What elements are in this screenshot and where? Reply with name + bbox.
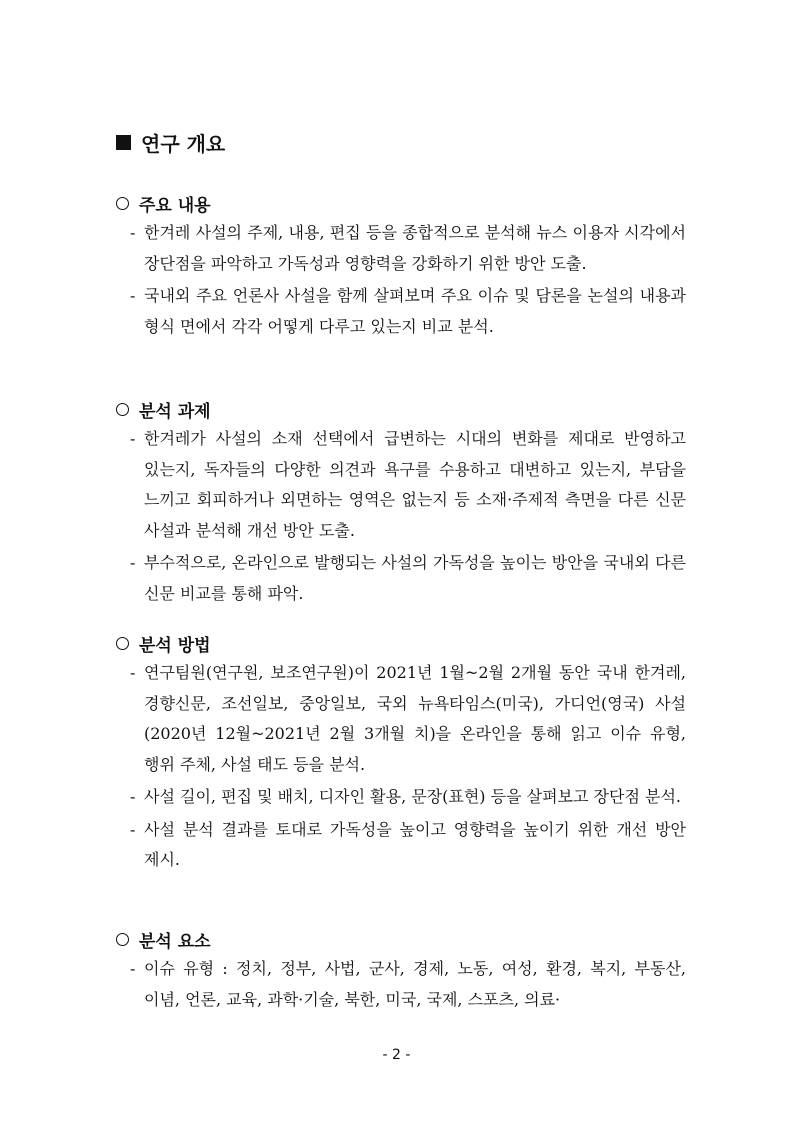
dash-bullet: - xyxy=(130,223,136,242)
circle-icon xyxy=(116,933,129,946)
section-analysis-tasks xyxy=(116,396,686,609)
section-heading-label: 분석 과제 xyxy=(139,401,211,422)
main-heading-title: 연구 개요 xyxy=(141,132,226,156)
section-analysis-elements xyxy=(116,926,686,1015)
dash-bullet: - xyxy=(130,819,136,839)
list-item xyxy=(116,218,686,279)
list-item-text: 이슈 유형 : 정치, 정부, 사법, 군사, 경제, 노동, 여성, 환경, 복지, 부동산, 이념, 언론, 교육, 과학·기술, 북한, 미국, 국제, 스포츠, 의료· xyxy=(144,959,686,1009)
dash-bullet: - xyxy=(130,429,136,448)
dash-bullet: - xyxy=(130,787,136,806)
section-heading xyxy=(116,396,686,422)
list-item-text: 한겨레 사설의 주제, 내용, 편집 등을 종합적으로 분석해 뉴스 이용자 시각에서 장단점을 파악하고 가독성과 영향력을 강화하기 위한 방안 도출. xyxy=(144,223,686,273)
list-item xyxy=(116,424,686,546)
section-heading xyxy=(116,630,686,656)
list-item-text: 사설 분석 결과를 토대로 가독성을 높이고 영향력을 높이기 위한 개선 방안 제시. xyxy=(144,819,686,869)
section-heading-label: 분석 요소 xyxy=(139,931,211,952)
circle-icon xyxy=(116,197,129,210)
section-heading-label: 주요 내용 xyxy=(139,195,211,216)
circle-icon xyxy=(116,403,129,416)
section-heading xyxy=(116,190,686,216)
dash-bullet: - xyxy=(130,663,136,682)
dash-bullet: - xyxy=(130,959,136,978)
page-number: - 2 - xyxy=(382,1047,411,1063)
list-item xyxy=(116,658,686,780)
list-item-text: 부수적으로, 온라인으로 발행되는 사설의 가독성을 높이는 방안을 국내외 다른 신문 비교를 통해 파악. xyxy=(144,553,686,603)
list-item xyxy=(116,782,686,813)
section-heading xyxy=(116,926,686,952)
section-analysis-method xyxy=(116,630,686,876)
list-item-text: 연구팀원(연구원, 보조연구원)이 2021년 1월~2월 2개월 동안 국내 한겨레, 경향신문, 조선일보, 중앙일보, 국외 뉴욕타임스(미국), 가디언(영국) 사설(2020년 12월~2021년 2월 3개월 치)을 온라인을 통해 읽고 이슈 유형, 행위 주체, 사설 태도 등을 분석. xyxy=(144,663,686,774)
list-item xyxy=(116,548,686,609)
list-item xyxy=(116,281,686,342)
main-heading xyxy=(116,128,225,157)
black-square-icon xyxy=(116,135,131,150)
section-main-content xyxy=(116,190,686,342)
section-heading-label: 분석 방법 xyxy=(139,635,211,656)
list-item-text: 사설 길이, 편집 및 배치, 디자인 활용, 문장(표현) 등을 살펴보고 장단점 분석. xyxy=(144,787,681,806)
list-item-text: 한겨레가 사설의 소재 선택에서 급변하는 시대의 변화를 제대로 반영하고 있는지, 독자들의 다양한 의견과 욕구를 수용하고 대변하고 있는지, 부담을 느끼고 회피하거나 외면하는 영역은 없는지 등 소재·주제적 측면을 다른 신문 사설과 분석해 개선 방안 도출. xyxy=(144,429,686,540)
dash-bullet: - xyxy=(130,286,136,305)
circle-icon xyxy=(116,637,129,650)
list-item-text: 국내외 주요 언론사 사설을 함께 살펴보며 주요 이슈 및 담론을 논설의 내용과 형식 면에서 각각 어떻게 다루고 있는지 비교 분석. xyxy=(144,286,686,336)
list-item xyxy=(116,815,686,876)
list-item xyxy=(116,954,686,1015)
dash-bullet: - xyxy=(130,553,136,572)
